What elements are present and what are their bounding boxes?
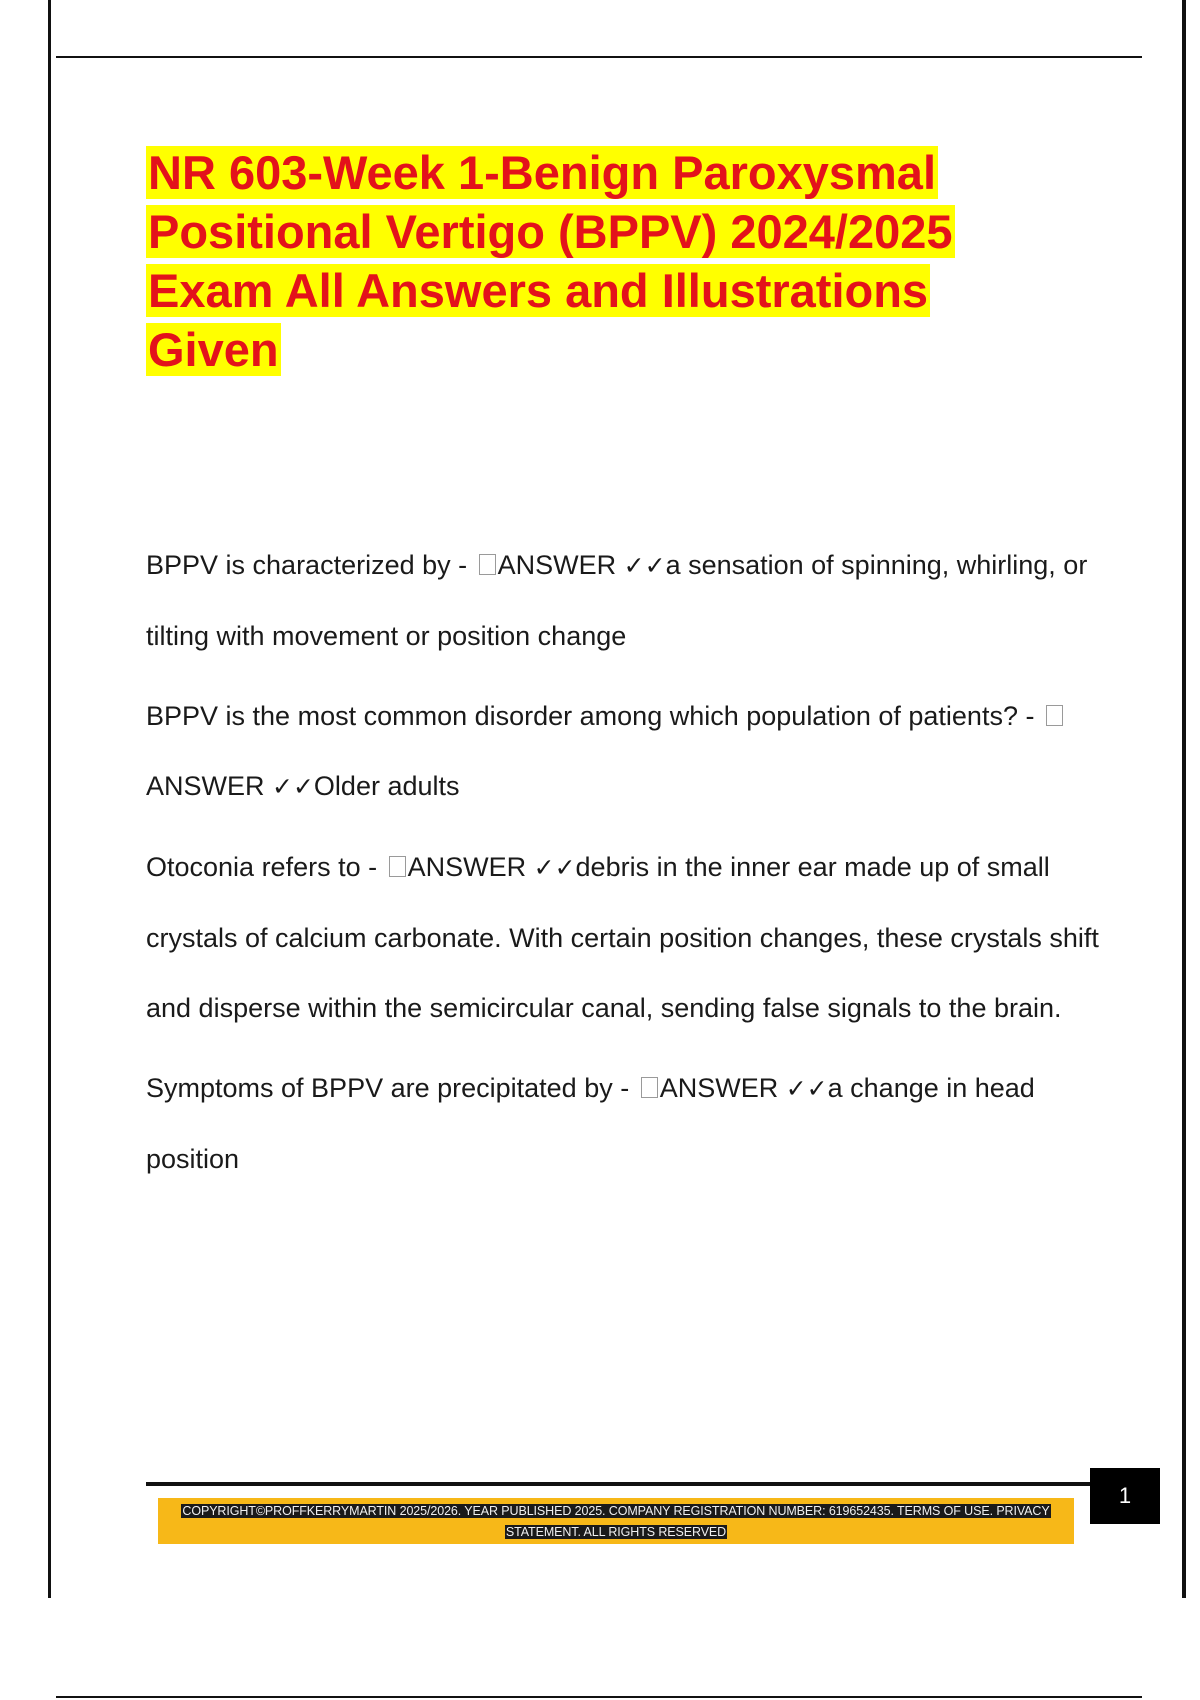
document-title xyxy=(146,143,1006,379)
qa-item xyxy=(146,530,1106,671)
question-text: BPPV is characterized by - xyxy=(146,550,475,580)
footer-rule xyxy=(146,1482,1090,1486)
page-border-right xyxy=(1182,0,1186,1598)
page-border-left xyxy=(48,0,51,1598)
double-check-icon: ✓✓ xyxy=(272,772,314,801)
answer-text: a sensation of spinning, whirling, or tilting with movement or position change xyxy=(146,550,1088,651)
double-check-icon: ✓✓ xyxy=(623,551,666,580)
answer-text: Older adults xyxy=(313,771,460,801)
qa-item xyxy=(146,1053,1106,1194)
qa-item xyxy=(146,681,1106,822)
question-text: BPPV is the most common disorder among which population of patients? - xyxy=(146,701,1042,731)
qa-list xyxy=(146,530,1106,1204)
answer-label: ANSWER xyxy=(497,550,624,580)
checkbox-glyph-icon xyxy=(479,554,496,575)
question-text: Symptoms of BPPV are precipitated by - xyxy=(146,1073,637,1103)
page-number: 1 xyxy=(1090,1468,1160,1524)
double-check-icon: ✓✓ xyxy=(785,1074,828,1103)
double-check-icon: ✓✓ xyxy=(533,853,576,882)
answer-label: ANSWER xyxy=(659,1073,786,1103)
answer-text: debris in the inner ear made up of small crystals of calcium carbonate. With certain position changes, these crystals shift and disperse within the semicircular canal, sending false signals to the brain. xyxy=(146,852,1099,1023)
checkbox-glyph-icon xyxy=(1046,705,1063,726)
copyright-notice-text: COPYRIGHT©PROFFKERRYMARTIN 2025/2026. YEAR PUBLISHED 2025. COMPANY REGISTRATION NUMBER: 619652435. TERMS OF USE. PRIVACY STATEMENT. ALL RIGHTS RESERVED xyxy=(182,1504,1050,1539)
answer-label: ANSWER xyxy=(407,852,534,882)
answer-label: ANSWER xyxy=(146,771,273,801)
checkbox-glyph-icon xyxy=(389,856,406,877)
copyright-notice xyxy=(168,1501,1064,1543)
next-page-rule xyxy=(56,1696,1142,1698)
qa-item xyxy=(146,832,1106,1043)
question-text: Otoconia refers to - xyxy=(146,852,385,882)
answer-text: a change in head position xyxy=(146,1073,1035,1174)
header-rule xyxy=(56,56,1142,58)
document-title-text: NR 603-Week 1-Benign Paroxysmal Positional Vertigo (BPPV) 2024/2025 Exam All Answers and Illustrations Given xyxy=(148,146,953,376)
checkbox-glyph-icon xyxy=(641,1077,658,1098)
